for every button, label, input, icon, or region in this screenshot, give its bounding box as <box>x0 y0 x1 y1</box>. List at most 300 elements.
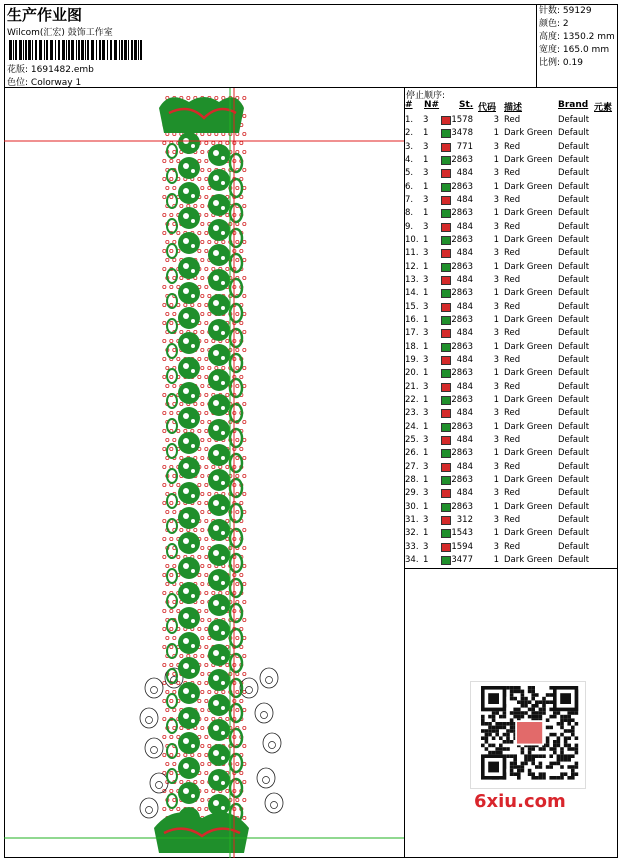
row-n: 1 <box>423 528 429 539</box>
row-n: 1 <box>423 368 429 379</box>
row-desc: Dark Green <box>504 528 553 539</box>
stat-stitches: 针数: 59129 <box>539 6 592 16</box>
row-brand: Default <box>558 248 590 259</box>
row-num: 8. <box>405 208 414 219</box>
header-info <box>4 4 537 88</box>
row-brand: Default <box>558 434 590 445</box>
row-brand: Default <box>558 488 590 499</box>
row-brand: Default <box>558 354 590 365</box>
row-st: 2863 <box>451 234 473 245</box>
row-st: 484 <box>456 248 473 259</box>
row-brand: Default <box>558 128 590 139</box>
table-row <box>405 382 618 395</box>
row-num: 27. <box>405 461 419 472</box>
row-desc: Red <box>504 274 521 285</box>
row-n: 1 <box>423 474 429 485</box>
row-st: 2863 <box>451 314 473 325</box>
row-code: 3 <box>493 408 499 419</box>
color-swatch <box>441 476 451 485</box>
table-row <box>405 128 618 141</box>
row-n: 1 <box>423 288 429 299</box>
color-swatch <box>441 236 451 245</box>
row-desc: Dark Green <box>504 128 553 139</box>
row-brand: Default <box>558 514 590 525</box>
row-num: 18. <box>405 341 419 352</box>
row-n: 1 <box>423 448 429 459</box>
table-row <box>405 195 618 208</box>
row-n: 3 <box>423 381 429 392</box>
color-swatch <box>441 556 451 565</box>
row-st: 484 <box>456 194 473 205</box>
row-n: 1 <box>423 501 429 512</box>
row-st: 2863 <box>451 448 473 459</box>
row-st: 3477 <box>451 554 473 565</box>
row-code: 1 <box>493 181 499 192</box>
row-n: 3 <box>423 541 429 552</box>
row-code: 1 <box>493 474 499 485</box>
row-n: 1 <box>423 128 429 139</box>
table-row <box>405 422 618 435</box>
stop-sequence-table <box>405 88 618 569</box>
color-swatch <box>441 463 451 472</box>
row-n: 1 <box>423 208 429 219</box>
row-brand: Default <box>558 461 590 472</box>
color-swatch <box>441 489 451 498</box>
row-desc: Dark Green <box>504 394 553 405</box>
color-swatch <box>441 516 451 525</box>
row-brand: Default <box>558 394 590 405</box>
row-brand: Default <box>558 261 590 272</box>
row-code: 1 <box>493 448 499 459</box>
row-code: 3 <box>493 248 499 259</box>
stop-sequence-title: 停止顺序: <box>406 91 446 101</box>
table-row <box>405 528 618 541</box>
row-brand: Default <box>558 234 590 245</box>
row-st: 2863 <box>451 154 473 165</box>
row-code: 3 <box>493 434 499 445</box>
table-row <box>405 275 618 288</box>
row-st: 2863 <box>451 421 473 432</box>
row-num: 12. <box>405 261 419 272</box>
row-st: 484 <box>456 408 473 419</box>
color-swatch <box>441 409 451 418</box>
table-row <box>405 328 618 341</box>
stat-width: 宽度: 165.0 mm <box>539 45 610 55</box>
row-brand: Default <box>558 301 590 312</box>
row-n: 3 <box>423 434 429 445</box>
row-desc: Red <box>504 328 521 339</box>
table-row <box>405 488 618 501</box>
table-row <box>405 248 618 261</box>
color-swatch <box>441 436 451 445</box>
row-desc: Red <box>504 461 521 472</box>
row-st: 2863 <box>451 288 473 299</box>
row-code: 3 <box>493 301 499 312</box>
row-st: 484 <box>456 488 473 499</box>
color-swatch <box>441 543 451 552</box>
row-n: 1 <box>423 421 429 432</box>
row-num: 13. <box>405 274 419 285</box>
page-title: 生产作业图 <box>7 6 83 24</box>
qr-code-box <box>470 681 586 789</box>
row-n: 3 <box>423 141 429 152</box>
table-row <box>405 235 618 248</box>
row-st: 2863 <box>451 341 473 352</box>
row-brand: Default <box>558 328 590 339</box>
row-code: 3 <box>493 541 499 552</box>
row-desc: Dark Green <box>504 154 553 165</box>
row-st: 484 <box>456 434 473 445</box>
color-swatch <box>441 343 451 352</box>
row-n: 3 <box>423 194 429 205</box>
row-desc: Dark Green <box>504 288 553 299</box>
row-num: 22. <box>405 394 419 405</box>
row-num: 23. <box>405 408 419 419</box>
row-code: 1 <box>493 421 499 432</box>
row-brand: Default <box>558 408 590 419</box>
row-num: 33. <box>405 541 419 552</box>
row-st: 2863 <box>451 368 473 379</box>
row-desc: Dark Green <box>504 554 553 565</box>
color-swatch <box>441 249 451 258</box>
color-swatch <box>441 396 451 405</box>
embroidery-design-icon <box>4 88 405 858</box>
row-st: 2863 <box>451 394 473 405</box>
stat-height: 高度: 1350.2 mm <box>539 32 615 42</box>
row-num: 34. <box>405 554 419 565</box>
row-num: 15. <box>405 301 419 312</box>
col-desc: 描述 <box>504 103 523 113</box>
row-code: 3 <box>493 115 499 125</box>
row-brand: Default <box>558 168 590 179</box>
row-n: 1 <box>423 234 429 245</box>
row-num: 17. <box>405 328 419 339</box>
row-num: 3. <box>405 141 414 152</box>
qr-code-icon <box>471 682 585 788</box>
table-row <box>405 435 618 448</box>
row-n: 3 <box>423 354 429 365</box>
table-row <box>405 315 618 328</box>
color-swatch <box>441 209 451 218</box>
row-brand: Default <box>558 381 590 392</box>
row-brand: Default <box>558 448 590 459</box>
row-st: 312 <box>456 514 473 525</box>
col-st: St. <box>459 100 474 110</box>
row-desc: Red <box>504 194 521 205</box>
row-brand: Default <box>558 541 590 552</box>
row-code: 1 <box>493 234 499 245</box>
color-swatch <box>441 529 451 538</box>
row-desc: Red <box>504 381 521 392</box>
row-brand: Default <box>558 288 590 299</box>
row-brand: Default <box>558 421 590 432</box>
design-label: 花版: <box>7 65 29 75</box>
watermark-site: 6xiu.com <box>474 791 566 812</box>
color-swatch <box>441 223 451 232</box>
table-row <box>405 408 618 421</box>
row-brand: Default <box>558 368 590 379</box>
company-name: Wilcom(汇宏) 鼓饰工作室 <box>7 28 113 38</box>
row-brand: Default <box>558 501 590 512</box>
color-swatch <box>441 449 451 458</box>
row-st: 484 <box>456 301 473 312</box>
table-row <box>405 515 618 528</box>
colorway-value: Colorway 1 <box>30 78 82 88</box>
row-num: 20. <box>405 368 419 379</box>
row-num: 26. <box>405 448 419 459</box>
row-code: 3 <box>493 381 499 392</box>
row-code: 1 <box>493 554 499 565</box>
row-code: 3 <box>493 488 499 499</box>
row-num: 7. <box>405 194 414 205</box>
row-desc: Red <box>504 301 521 312</box>
row-desc: Red <box>504 354 521 365</box>
table-row <box>405 395 618 408</box>
row-desc: Red <box>504 541 521 552</box>
row-n: 3 <box>423 274 429 285</box>
row-n: 3 <box>423 301 429 312</box>
row-desc: Dark Green <box>504 421 553 432</box>
table-row <box>405 142 618 155</box>
color-swatch <box>441 303 451 312</box>
row-code: 3 <box>493 328 499 339</box>
row-n: 1 <box>423 261 429 272</box>
row-st: 2863 <box>451 501 473 512</box>
row-code: 3 <box>493 274 499 285</box>
row-brand: Default <box>558 115 590 125</box>
row-desc: Red <box>504 488 521 499</box>
row-desc: Dark Green <box>504 208 553 219</box>
row-st: 484 <box>456 221 473 232</box>
design-file: 1691482.emb <box>30 65 94 75</box>
colorway-label: 色位: <box>7 78 29 88</box>
table-row <box>405 208 618 221</box>
row-st: 1578 <box>451 115 473 125</box>
row-num: 10. <box>405 234 419 245</box>
row-num: 4. <box>405 154 414 165</box>
color-swatch <box>441 183 451 192</box>
row-st: 484 <box>456 328 473 339</box>
row-code: 1 <box>493 341 499 352</box>
row-code: 3 <box>493 221 499 232</box>
table-row <box>405 462 618 475</box>
row-num: 5. <box>405 168 414 179</box>
table-header <box>405 100 618 112</box>
row-code: 1 <box>493 528 499 539</box>
row-n: 1 <box>423 154 429 165</box>
color-swatch <box>441 383 451 392</box>
row-num: 1. <box>405 115 414 125</box>
row-n: 3 <box>423 248 429 259</box>
row-code: 1 <box>493 261 499 272</box>
row-st: 771 <box>456 141 473 152</box>
color-swatch <box>441 143 451 152</box>
design-preview <box>4 88 405 858</box>
color-swatch <box>441 116 451 125</box>
row-st: 2863 <box>451 474 473 485</box>
row-num: 6. <box>405 181 414 192</box>
row-st: 484 <box>456 274 473 285</box>
row-st: 2863 <box>451 261 473 272</box>
row-n: 1 <box>423 314 429 325</box>
row-n: 3 <box>423 461 429 472</box>
row-n: 3 <box>423 328 429 339</box>
row-n: 3 <box>423 408 429 419</box>
row-desc: Dark Green <box>504 474 553 485</box>
row-brand: Default <box>558 341 590 352</box>
row-code: 3 <box>493 354 499 365</box>
row-n: 3 <box>423 221 429 232</box>
row-num: 21. <box>405 381 419 392</box>
row-st: 484 <box>456 168 473 179</box>
row-brand: Default <box>558 474 590 485</box>
row-code: 1 <box>493 314 499 325</box>
row-desc: Dark Green <box>504 501 553 512</box>
row-st: 484 <box>456 461 473 472</box>
row-st: 3478 <box>451 128 473 139</box>
row-code: 3 <box>493 514 499 525</box>
row-brand: Default <box>558 528 590 539</box>
row-code: 1 <box>493 501 499 512</box>
row-code: 3 <box>493 194 499 205</box>
row-num: 30. <box>405 501 419 512</box>
table-row <box>405 555 618 568</box>
colorway-line <box>7 75 81 88</box>
row-desc: Dark Green <box>504 181 553 192</box>
row-n: 3 <box>423 168 429 179</box>
row-brand: Default <box>558 154 590 165</box>
row-st: 1594 <box>451 541 473 552</box>
row-code: 3 <box>493 168 499 179</box>
row-num: 14. <box>405 288 419 299</box>
stats-panel <box>537 4 618 88</box>
row-desc: Red <box>504 168 521 179</box>
row-st: 484 <box>456 381 473 392</box>
row-brand: Default <box>558 181 590 192</box>
row-brand: Default <box>558 221 590 232</box>
table-row <box>405 475 618 488</box>
row-n: 1 <box>423 341 429 352</box>
row-num: 19. <box>405 354 419 365</box>
table-row <box>405 115 618 128</box>
stat-colors: 颜色: 2 <box>539 19 569 29</box>
row-n: 3 <box>423 488 429 499</box>
row-desc: Dark Green <box>504 234 553 245</box>
row-desc: Red <box>504 221 521 232</box>
table-row <box>405 222 618 235</box>
table-row <box>405 448 618 461</box>
table-row <box>405 182 618 195</box>
row-desc: Red <box>504 514 521 525</box>
row-desc: Dark Green <box>504 368 553 379</box>
row-num: 16. <box>405 314 419 325</box>
col-num: # <box>405 100 413 110</box>
row-st: 1543 <box>451 528 473 539</box>
color-swatch <box>441 503 451 512</box>
col-element: 元素 <box>594 103 613 113</box>
barcode-icon <box>9 40 145 60</box>
color-swatch <box>441 329 451 338</box>
row-brand: Default <box>558 314 590 325</box>
row-desc: Red <box>504 408 521 419</box>
stat-scale: 比例: 0.19 <box>539 58 583 68</box>
row-num: 24. <box>405 421 419 432</box>
row-desc: Red <box>504 434 521 445</box>
table-row <box>405 302 618 315</box>
color-swatch <box>441 369 451 378</box>
color-swatch <box>441 263 451 272</box>
row-code: 1 <box>493 368 499 379</box>
row-st: 2863 <box>451 181 473 192</box>
table-row <box>405 502 618 515</box>
row-st: 484 <box>456 354 473 365</box>
color-swatch <box>441 423 451 432</box>
row-brand: Default <box>558 554 590 565</box>
row-desc: Dark Green <box>504 448 553 459</box>
design-file-line <box>7 62 94 75</box>
row-n: 3 <box>423 514 429 525</box>
row-num: 32. <box>405 528 419 539</box>
col-n: N# <box>424 100 440 110</box>
row-brand: Default <box>558 194 590 205</box>
table-row <box>405 168 618 181</box>
row-num: 2. <box>405 128 414 139</box>
row-desc: Red <box>504 248 521 259</box>
row-num: 11. <box>405 248 419 259</box>
row-brand: Default <box>558 141 590 152</box>
row-n: 3 <box>423 115 429 125</box>
row-code: 1 <box>493 128 499 139</box>
color-swatch <box>441 129 451 138</box>
row-brand: Default <box>558 274 590 285</box>
row-num: 25. <box>405 434 419 445</box>
row-brand: Default <box>558 208 590 219</box>
row-n: 1 <box>423 181 429 192</box>
row-n: 1 <box>423 554 429 565</box>
table-row <box>405 288 618 301</box>
row-num: 9. <box>405 221 414 232</box>
row-desc: Dark Green <box>504 341 553 352</box>
row-code: 3 <box>493 461 499 472</box>
color-swatch <box>441 289 451 298</box>
row-n: 1 <box>423 394 429 405</box>
color-swatch <box>441 156 451 165</box>
table-row <box>405 342 618 355</box>
row-code: 1 <box>493 154 499 165</box>
color-swatch <box>441 276 451 285</box>
row-num: 28. <box>405 474 419 485</box>
row-code: 1 <box>493 288 499 299</box>
color-swatch <box>441 356 451 365</box>
row-st: 2863 <box>451 208 473 219</box>
row-desc: Red <box>504 115 521 125</box>
row-desc: Red <box>504 141 521 152</box>
row-code: 3 <box>493 141 499 152</box>
row-desc: Dark Green <box>504 261 553 272</box>
row-code: 1 <box>493 208 499 219</box>
color-swatch <box>441 196 451 205</box>
table-row <box>405 368 618 381</box>
row-num: 29. <box>405 488 419 499</box>
color-swatch <box>441 316 451 325</box>
row-desc: Dark Green <box>504 314 553 325</box>
table-row <box>405 542 618 555</box>
row-num: 31. <box>405 514 419 525</box>
row-code: 1 <box>493 394 499 405</box>
col-code: 代码 <box>478 103 497 113</box>
color-swatch <box>441 169 451 178</box>
table-row <box>405 355 618 368</box>
